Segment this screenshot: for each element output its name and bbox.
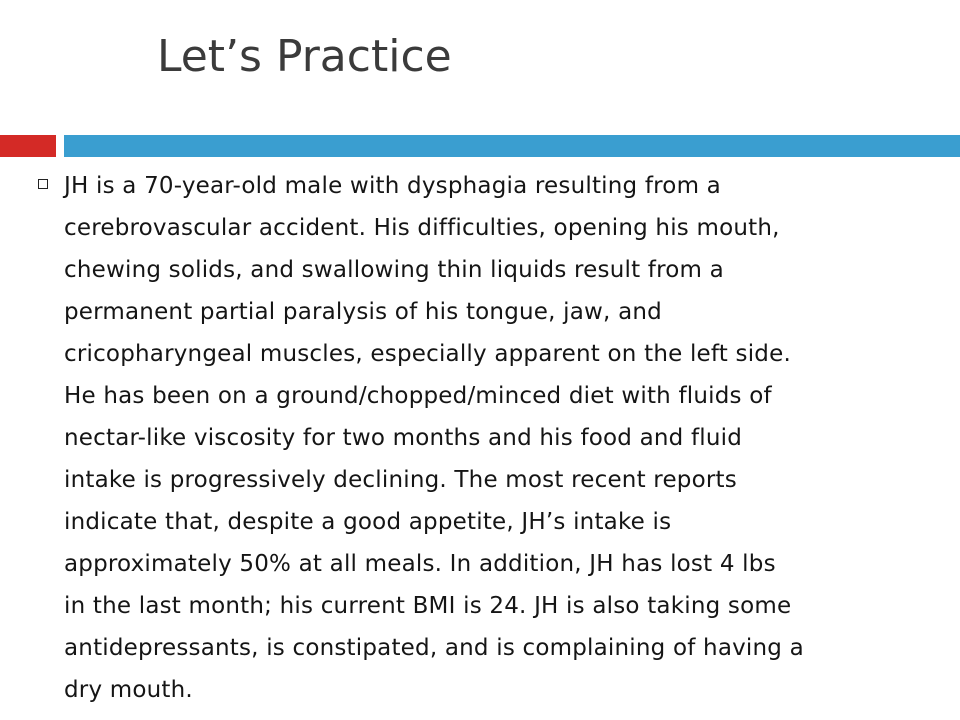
hollow-square-icon — [38, 179, 48, 189]
accent-bar-red — [0, 135, 56, 157]
bullet-text: JH is a 70-year-old male with dysphagia resulting from a cerebrovascular accident. His difficulties, opening his mouth, chewing solids, and swallowing thin liquids result from a permanent partial paralysis of his tongue, jaw, and cricopharyngeal muscles, especially apparent on the left side. He has been on a ground/chopped/minced diet with fluids of nectar-like viscosity for two months and his food and fluid intake is progressively declining. The most recent reports indicate that, despite a good appetite, JH’s intake is approximately 50% at all meals. In addition, JH has lost 4 lbs in the last month; his current BMI is 24. JH is also taking some antidepressants, is constipated, and is complaining of having a dry mouth. — [64, 173, 804, 703]
slide-title: Let’s Practice — [157, 31, 452, 82]
bullet-list — [38, 165, 943, 711]
accent-bar-blue — [64, 135, 960, 157]
bullet-item — [38, 165, 943, 711]
